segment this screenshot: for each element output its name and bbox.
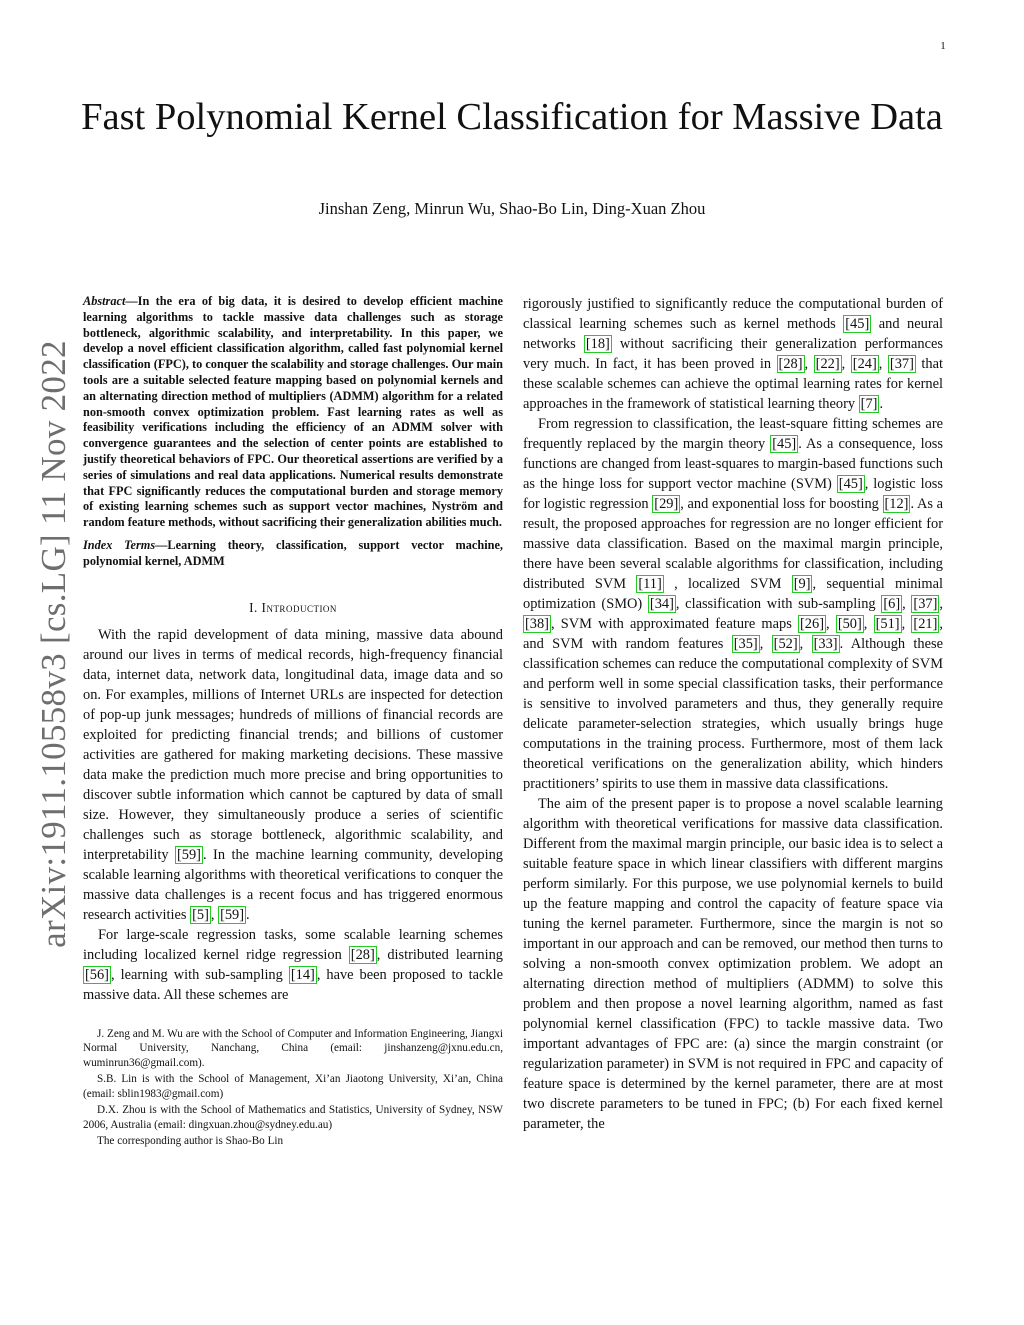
citation-link[interactable]: [11] (638, 576, 662, 592)
citation-link[interactable]: [22] (815, 356, 840, 372)
citation-link[interactable]: [35] (733, 636, 758, 652)
author-list: Jinshan Zeng, Minrun Wu, Shao-Bo Lin, Ding-Xuan Zhou (318, 199, 706, 218)
citation-link[interactable]: [34] (649, 596, 674, 612)
right-paragraph-3: The aim of the present paper is to propose a novel scalable learning algorithm with theoretical verifications for massive data classification. Different from the maximal margin principle, our basic idea is to select a suitable feature space in which linear classifiers with different margins perform similarly. For this purpose, we use polynomial kernels to build up the feature mapping and control the capacity of feature space via tuning the kernel parameter. Furthermore, since the margin is not so important in our approach and can be removed, our method then turns to solving a non-smooth convex optimization problem. We adopt an alternating direction method of multipliers (ADMM) to solve this problem and then propose a novel learning algorithm, named as fast polynomial kernel classification (FPC) to tackle massive data. Two important advantages of FPC are: (a) since the margin constraint (or regularization parameter) in SVM is not required in FPC and capacity of feature space is determined by the kernel parameter, there are at most two discrete parameters to be tuned in FPC; (b) For each fixed kernel parameter, the (523, 796, 943, 1132)
citation-link[interactable]: [5] (192, 906, 209, 923)
citation-link[interactable]: [33] (813, 636, 838, 652)
citation-link[interactable]: [59] (220, 906, 245, 923)
citation-link[interactable]: [45] (838, 476, 863, 492)
citation-link[interactable]: [26] (800, 616, 824, 632)
citation-link[interactable]: [7] (860, 396, 878, 412)
citation-link[interactable]: [28] (778, 356, 803, 372)
footnote: D.X. Zhou is with the School of Mathematics and Statistics, University of Sydney, NSW 2006, Australia (email: dingxuan.zhou@sydney.edu.au) (83, 1104, 503, 1131)
intro-paragraph-1: With the rapid development of data mining, massive data abound around our lives in terms of medical records, high-frequency financial data, internet data, network data, longitudinal data, image data and so on. For examples, millions of Internet URLs are inspected for detection of pop-up junk messages; hundreds of millions of financial records are exploited for predicting financial trends; and billions of customer activities are gathered for making marketing decisions. These massive data make the prediction much more precise and bring opportunities to discover subtle information which cannot be captured by data of small size. However, they simultaneously produce a series of scientific challenges such as storage bottleneck, algorithmic scalability, and interpretability [59] . In the machine learning community, developing scalable learning algorithms with theoretical verifications to conquer the massive data challenges is a recent focus and has triggered enormous research activities [5] , [59] . (83, 626, 503, 923)
paper-title: Fast Polynomial Kernel Classification for Massive Data (81, 96, 943, 138)
citation-link[interactable]: [50] (837, 616, 862, 632)
footnote: S.B. Lin is with the School of Management, Xi’an Jiaotong University, Xi’an, China (email: sblin1983@gmail.com) (83, 1073, 503, 1100)
page-number: 1 (940, 40, 946, 52)
left-column (83, 294, 503, 1151)
citation-link[interactable]: [51] (875, 616, 900, 632)
citation-link[interactable]: [6] (883, 596, 901, 612)
abstract (83, 294, 503, 531)
abstract-label: Abstract (83, 294, 126, 308)
citation-link[interactable]: [52] (773, 636, 798, 652)
citation-link[interactable]: [9] (793, 576, 811, 592)
intro-paragraph-2: For large-scale regression tasks, some scalable learning schemes including localized kernel ridge regression [28] , distributed learning [56] , learning with sub-sampling [14] , have been proposed to tackle massive data. All these schemes are (83, 926, 503, 1003)
citation-link[interactable]: [29] (654, 496, 679, 512)
right-column (523, 294, 943, 1134)
citation-link[interactable]: [56] (85, 966, 109, 983)
index-terms (83, 538, 503, 570)
citation-link[interactable]: [45] (772, 436, 797, 452)
arxiv-stamp: arXiv:1911.10558v3 [cs.LG] 11 Nov 2022 (34, 340, 73, 948)
citation-link[interactable]: [21] (913, 616, 938, 632)
citation-link[interactable]: [12] (884, 496, 909, 512)
right-paragraph-2: From regression to classification, the least-square fitting schemes are frequently replaced by the margin theory [45] . As a consequence, loss functions are changed from least-squares to margin-based functions such as the hinge loss for support vector machine (SVM) [45] , logistic loss for logistic regression [29] , and exponential loss for boosting [12] . As a result, the proposed approaches for regression are no longer efficient for massive data classification. Based on the maximal margin principle, there have been several scalable algorithms for classification, including distributed SVM [11] , localized SVM [9] , sequential minimal optimization (SMO) [34] , classification with sub-sampling [6] , [37] , [38] , SVM with approximated feature maps [26] , [50] , [51] , [21] , and SVM with random features [35] , [52] , [33] . Although these classification schemes can reduce the computational complexity of SVM and perform well in some special classification tasks, their performance is sensitive to involved parameters and thus, they generally require delicate parameter-selection strategies, which usually brings huge computations in the training process. Furthermore, most of them lack theoretical verifications on the generalization ability, which hinders practitioners’ spirits to use them in massive data classifications. (523, 416, 943, 792)
citation-link[interactable]: [18] (585, 336, 610, 352)
citation-link[interactable]: [38] (525, 616, 549, 632)
footnote: The corresponding author is Shao-Bo Lin (97, 1135, 284, 1148)
citation-link[interactable]: [28] (350, 946, 375, 963)
index-terms-text: —Learning theory, classification, support vector machine, polynomial kernel, ADMM (83, 537, 503, 568)
citation-link[interactable]: [59] (176, 846, 201, 863)
section-heading-introduction: I. Introduction (249, 599, 337, 615)
footnotes (83, 1027, 503, 1149)
citation-link[interactable]: [24] (852, 356, 877, 372)
citation-link[interactable]: [14] (290, 966, 315, 983)
abstract-text: —In the era of big data, it is desired to develop efficient machine learning algorithms to tackle massive data challenges such as storage bottleneck, algorithmic scalability, and interpretability. In this paper, we develop a novel efficient classification algorithm, called fast polynomial kernel classification (FPC), to conquer the scalability and storage challenges. Our main tools are a suitable selected feature mapping based on polynomial kernels and an alternating direction method of multipliers (ADMM) algorithm for a related non-smooth convex optimization problem. Fast learning rates as well as feasibility verifications including the efficiency of an ADMM solver with convergence guarantees and the selection of center points are established to justify theoretical behaviors of FPC. Our theoretical assertions are verified by a series of simulations and real data applications. Numerical results demonstrate that FPC significantly reduces the computational burden and storage memory of existing learning schemes such as support vector machines, Nyström and random feature methods, without sacrificing their generalization abilities much. (83, 294, 503, 530)
citation-link[interactable]: [45] (845, 316, 870, 332)
index-terms-label: Index Terms (83, 537, 156, 552)
right-paragraph-1: rigorously justified to significantly reduce the computational burden of classical learning schemes such as kernel methods [45] and neural networks [18] without sacrificing their generalization performances very much. In fact, it has been proved in [28] , [22] , [24] , [37] that these scalable schemes can achieve the optimal learning rates for kernel approaches in the framework of statistical learning theory [7] . (523, 296, 944, 412)
citation-link[interactable]: [37] (913, 596, 938, 612)
footnote: J. Zeng and M. Wu are with the School of Computer and Information Engineering, Jiangxi Normal University, Nanchang, China (email: jinshanzeng@jxnu.edu.cn, wuminrun36@gmail.com). (83, 1027, 503, 1069)
citation-link[interactable]: [37] (889, 356, 914, 372)
